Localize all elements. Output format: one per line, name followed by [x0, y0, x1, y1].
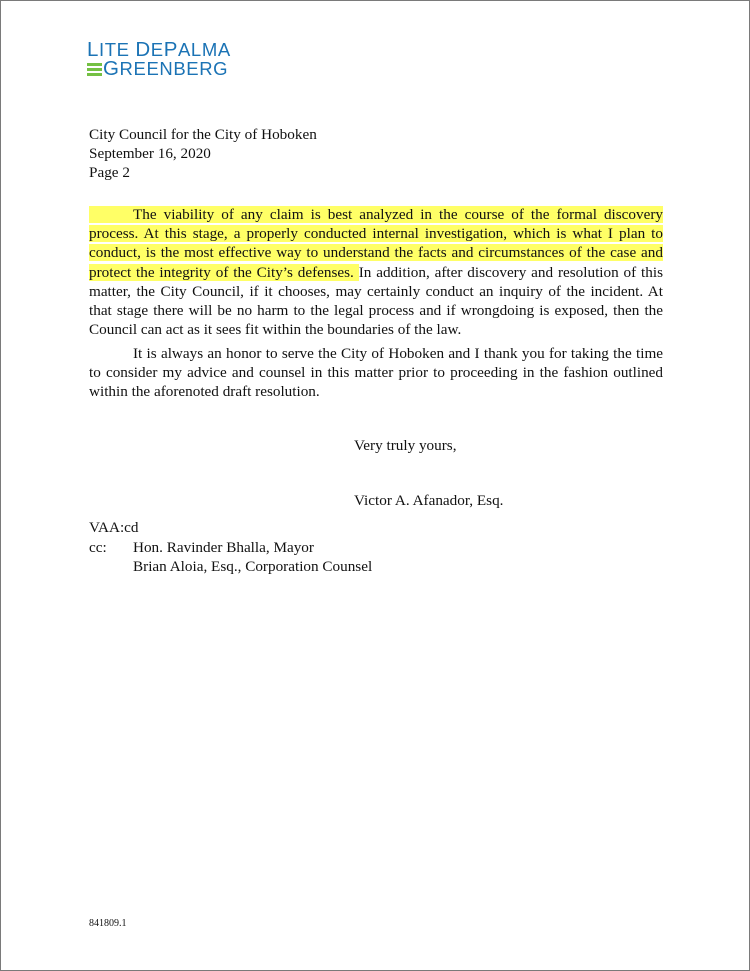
logo-bars-icon: [87, 63, 102, 76]
cc-label: cc:: [89, 539, 107, 556]
closing: Very truly yours,: [354, 437, 457, 454]
cc-recipient: Brian Aloia, Esq., Corporation Counsel: [133, 558, 373, 576]
logo-line-2: G REENBERG: [87, 60, 231, 78]
logo-line-1: LITE DEPALMA: [87, 38, 231, 61]
page-number: Page 2: [89, 164, 130, 182]
letter-header: [89, 125, 317, 183]
paragraph-2: It is always an honor to serve the City of Hoboken and I thank you for taking the time to consider my advice and counsel in this matter prior to proceeding in the fashion outlined within the aforenoted draft resolution.: [89, 345, 663, 401]
typist-initials: VAA:cd: [89, 519, 139, 536]
document-id: 841809.1: [89, 918, 127, 929]
cc-recipient: Hon. Ravinder Bhalla, Mayor: [133, 539, 314, 556]
date-line: September 16, 2020: [89, 145, 211, 163]
paragraph-1: The viability of any claim is best analyzed in the course of the formal discovery process. At this stage, a properly conducted internal investigation, which is what I plan to conduct, is the most effective way to understand the facts and circumstances of the case and protect the integrity of the City’s defenses. In addition, after discovery and resolution of this matter, the City Council, if it chooses, may certainly conduct an inquiry of the incident. At that stage there will be no harm to the legal process and if wrongdoing is exposed, then the Council can act as it sees fit within the boundaries of the law.: [89, 206, 663, 339]
highlighted-text: The viability of any claim is best analyzed in the course of the formal discovery process. At this stage, a properly conducted internal investigation, which is what I plan to conduct, is the most effective way to understand the facts and circumstances of the case and protect the integrity of the City’s defenses.: [89, 206, 663, 281]
signature-name: Victor A. Afanador, Esq.: [354, 492, 504, 509]
cc-block: [89, 538, 372, 576]
firm-logo: [87, 38, 231, 80]
recipient-line: City Council for the City of Hoboken: [89, 126, 317, 143]
